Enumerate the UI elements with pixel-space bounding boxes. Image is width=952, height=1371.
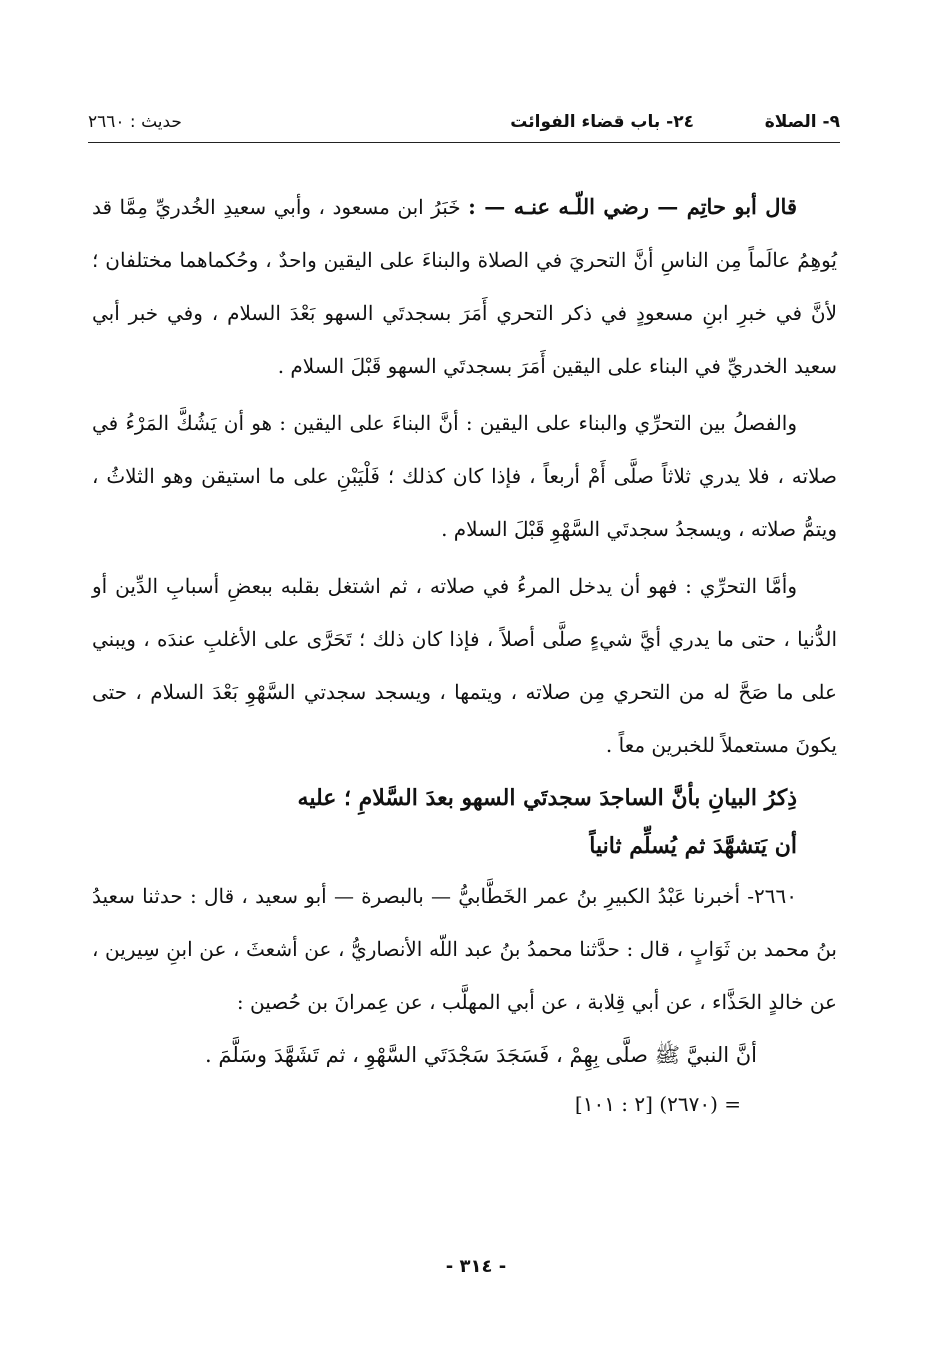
- chapter-heading-line-1: ذِكرُ البيانِ بأنَّ الساجدَ سجدتَي السهو بعدَ السَّلامِ ؛ عليه: [297, 785, 797, 811]
- page-body: [92, 180, 837, 1126]
- paragraph-commentary-3: وأمَّا التحرِّي : فهو أن يدخل المرءُ في صلاته ، ثم اشتغل بقلبه ببعضِ أسبابِ الدِّين أو الدُّنيا ، حتى ما يدري أيَّ شيءٍ صلَّى أصلاً ، فإذا كان ذلك ؛ تَحَرَّى على الأغلبِ عندَه ، ويبني على ما صَحَّ له من التحري مِن صلاته ، ويتمها ، ويسجد سجدتي السَّهْوِ بَعْدَ السلام ، حتى يكونَ مستعملاً للخبرين معاً .: [92, 574, 838, 757]
- paragraph-text: خَبَرُ ابن مسعود ، وأبي سعيدِ الخُدريِّ مِمَّا قد يُوهِمُ عالَماً مِن الناسِ أنَّ التحريَ في الصلاة والبناءَ على اليقين واحدٌ ، وحُكماهما مختلفان ؛ لأنَّ في خبرِ ابنِ مسعودٍ في ذكر التحري أَمَرَ بسجدتَي السهو بَعْدَ السلام ، وفي خبر أبي سعيد الخدريِّ في البناء على اليقين أَمَرَ بسجدتَي السهو قَبْلَ السلام .: [92, 195, 837, 378]
- paragraph-lead: قال أبو حاتِم — رضي اللّـه عنـه — :: [468, 194, 797, 219]
- hadith-reference: حديث : ٢٦٦٠: [88, 112, 182, 132]
- chapter-heading-line-2: أن يَتشهَّدَ ثم يُسلِّم ثانياً: [589, 833, 797, 859]
- hadith-isnad: ٢٦٦٠- أخبرنا عَبْدُ الكبيرِ بنُ عمر الخَطَّابيُّ — بالبصرة — أبو سعيد ، قال : حدثنا سعيدُ بنُ محمد بن ثَوَابٍ ، قال : حدَّثنا محمدُ بنُ عبد اللّه الأنصاريُّ ، عن أشعثَ ، عن ابنِ سِيرين ، عن خالدٍ الحَذَّاء ، عن أبي قِلابة ، عن أبي المهلَّب ، عن عِمرانَ بن حُصين :: [92, 884, 837, 1014]
- chapter-title: ٩- الصلاة: [764, 112, 840, 132]
- page-number: - ٣١٤ -: [445, 1256, 507, 1277]
- header-divider: [88, 142, 840, 143]
- paragraph-commentary-2: والفصلُ بين التحرِّي والبناء على اليقين : أنَّ البناءَ على اليقين : هو أن يَشُكَّ المَرْءُ في صلاته ، فلا يدري ثلاثاً صلَّى أَمْ أربعاً ، فإذا كان كذلك ؛ فَلْيَبْنِ على ما استيقن وهو الثلاثُ ، ويتمُّ صلاته ، ويسجدُ سجدتَي السَّهْوِ قَبْلَ السلام .: [92, 411, 837, 541]
- section-title: ٢٤- باب قضاء الفوائت: [510, 112, 694, 132]
- hadith-matn: أنَّ النبيَّ ﷺ صلَّى بِهِمْ ، فَسَجَدَ سَجْدَتَي السَّهْوِ ، ثم تَشَهَّدَ وسَلَّمَ .: [205, 1043, 757, 1067]
- hadith-cross-reference: = (٢٦٧٠) [٢ : ١٠١]: [574, 1092, 741, 1116]
- running-header: [88, 105, 840, 139]
- paragraph-commentary-1: [92, 180, 837, 393]
